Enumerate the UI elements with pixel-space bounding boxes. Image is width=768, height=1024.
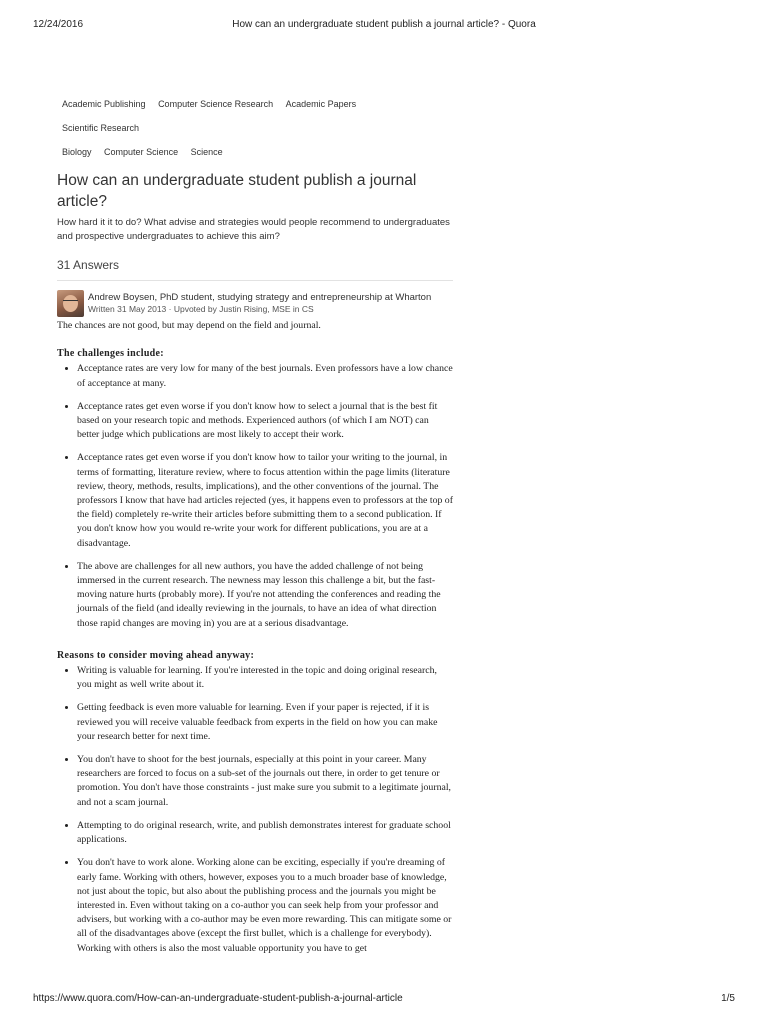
list-item: • Acceptance rates are very low for many of the best journals. Even professors have a low chance of acceptance at many.: [77, 362, 453, 390]
topic-link[interactable]: Science: [190, 147, 223, 157]
answer-author: [57, 290, 453, 320]
answer-lead: The chances are not good, but may depend on the field and journal.: [57, 320, 321, 331]
list-item: • The above are challenges for all new authors, you have the added challenge of not being immersed in the current research. The newness may lesson this challenge a bit, but the fast-moving nature hurts (probably more). If you're not attending the conferences and reading the journals of the field (and ideally reviewing in the journals, to have an idea of what direction those rapid changes are moving in) you are at a serious disadvantage.: [77, 560, 453, 631]
challenges-heading: The challenges include:: [57, 348, 164, 360]
page-number: 1/5: [721, 993, 735, 1004]
topic-link[interactable]: Biology: [62, 147, 92, 157]
list-item: • Acceptance rates get even worse if you don't know how to select a journal that is the best fit based on your research topic and methods. Experienced authors (of which I am NOT) can better judge which publications are most likely to accept their work.: [77, 400, 453, 443]
author-name[interactable]: Andrew Boysen, PhD student, studying strategy and entrepreneurship at Wharton: [88, 292, 432, 303]
challenges-list: [57, 362, 453, 630]
question-page: [57, 92, 453, 965]
avatar-glasses: [63, 300, 78, 304]
topic-link[interactable]: Scientific Research: [62, 123, 140, 133]
topic-link[interactable]: Computer Science Research: [158, 99, 274, 109]
topic-link[interactable]: Computer Science: [104, 147, 179, 157]
question-details: How hard it it to do? What advise and strategies would people recommend to undergraduates and prospective undergraduates to achieve this aim?: [57, 217, 450, 242]
question-title: How can an undergraduate student publish a journal article?: [57, 172, 417, 210]
list-item: • Acceptance rates get even worse if you don't know how to tailor your writing to the journal, in terms of formatting, literature review, where to focus attention within the page limits (literature review, theory, methods, results, implications), and the other conventions of the journal. The professors I know that have had articles rejected (yes, it happens even to professors at the top of the field) completely re-write their articles before submitting them to a second publication. If you don't know how you would re-write your work for different publications, you are at a disadvantage.: [77, 451, 453, 550]
print-page-title: How can an undergraduate student publish a journal article? - Quora: [232, 19, 536, 30]
list-item: • Attempting to do original research, write, and publish demonstrates interest for graduate school applications.: [77, 819, 453, 847]
list-item: • You don't have to work alone. Working alone can be exciting, especially if you're dreaming of early fame. Working with others, however, exposes you to a much broader base of knowledge, not just about the topic, but also about the publishing process and the journals you might be interested in. Even without taking on a co-author you can seek help from your professor and advisers, but working with a co-author may be even more rewarding. This can mitigate some or all of the disadvantages above (except the first bullet, which is a challenge for everybody). Working with others is also the most valuable opportunity you have to get: [77, 856, 453, 955]
answer-meta: Written 31 May 2013 · Upvoted by Justin Rising, MSE in CS: [88, 304, 314, 314]
list-item: • Getting feedback is even more valuable for learning. Even if your paper is rejected, if it is reviewed you will receive valuable feedback from experts in the field on how you can make your research better for next time.: [77, 701, 453, 744]
topic-link[interactable]: Academic Papers: [285, 99, 357, 109]
list-item: • You don't have to shoot for the best journals, especially at this point in your career. Many researchers are forced to focus on a sub-set of the journals out there, in order to get tenure or promotion. You don't have those constraints - just make sure you submit to a legitimate journal, and not a scam journal.: [77, 753, 453, 810]
print-url: https://www.quora.com/How-can-an-undergraduate-student-publish-a-journal-article: [33, 993, 403, 1004]
topic-link[interactable]: Academic Publishing: [62, 99, 146, 109]
print-date: 12/24/2016: [33, 19, 84, 30]
topic-list: [62, 92, 453, 164]
avatar[interactable]: [57, 290, 84, 317]
reasons-heading: Reasons to consider moving ahead anyway:: [57, 649, 255, 661]
reasons-list: [57, 664, 453, 956]
answers-count: 31 Answers: [57, 258, 453, 281]
answer-body: [57, 319, 453, 956]
list-item: • Writing is valuable for learning. If you're interested in the topic and doing original research, you might as well write about it.: [77, 664, 453, 692]
